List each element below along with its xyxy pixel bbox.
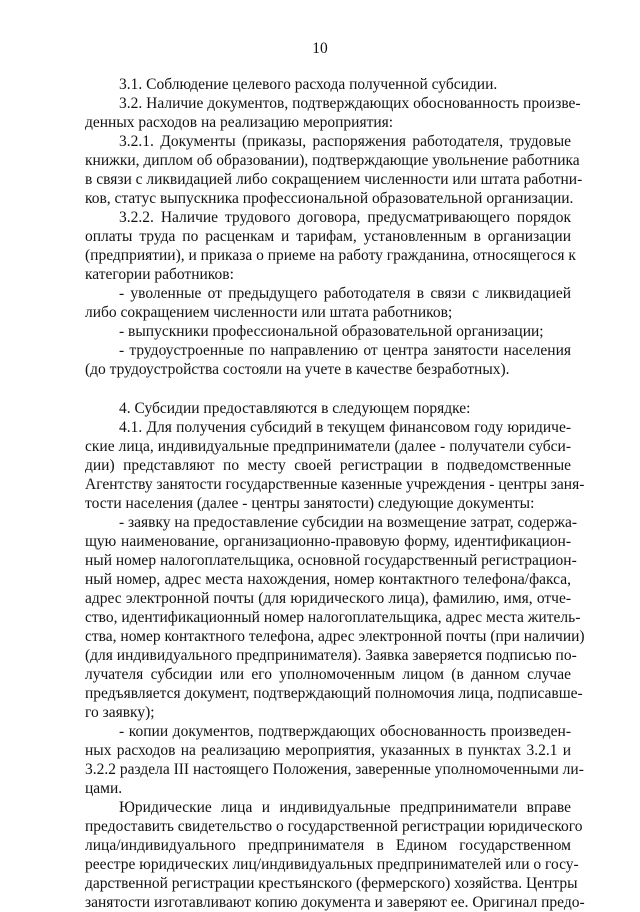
- text-line: книжки, диплом об образовании), подтверждающие увольнение работника: [85, 152, 580, 169]
- text-line: - копии документов, подтверждающих обоснованность произведен-: [119, 723, 571, 740]
- text-line: адрес электронной почты (для юридического лица), фамилию, имя, отче-: [85, 590, 571, 607]
- text-line: 4.1. Для получения субсидий в текущем финансовом году юридиче-: [119, 419, 571, 436]
- text-line: 3.2.1. Документы (приказы, распоряжения работодателя, трудовые: [119, 133, 571, 150]
- text-line: - уволенные от предыдущего работодателя в связи с ликвидацией: [119, 285, 571, 302]
- text-line: (предприятии), и приказа о приеме на работу гражданина, относящегося к: [85, 247, 576, 264]
- text-line: реестре юридических лиц/индивидуальных предпринимателей или о госу-: [85, 856, 579, 873]
- text-line: дии) представляют по месту своей регистрации в подведомственные: [85, 457, 571, 474]
- text-line: Юридические лица и индивидуальные предприниматели вправе: [119, 799, 571, 816]
- text-line: лучателя субсидии или его уполномоченным лицом (в данном случае: [85, 666, 571, 683]
- text-line: щую наименование, организационно-правовую форму, идентификацион-: [85, 533, 571, 550]
- text-line: (до трудоустройства состояли на учете в качестве безработных).: [85, 361, 510, 378]
- text-line: - заявку на предоставление субсидии на возмещение затрат, содержа-: [119, 514, 578, 531]
- text-line: го заявку);: [85, 704, 155, 721]
- text-line: ный номер, адрес места нахождения, номер контактного телефона/факса,: [85, 571, 571, 588]
- text-line: Агентству занятости государственные казенные учреждения - центры заня-: [85, 476, 585, 493]
- text-line: предъявляется документ, подтверждающий полномочия лица, подписавше-: [85, 685, 583, 702]
- text-line: ный номер налогоплательщика, основной государственный регистрацион-: [85, 552, 577, 569]
- text-line: 3.2. Наличие документов, подтверждающих обоснованность произве-: [119, 95, 581, 112]
- text-line: денных расходов на реализацию мероприятия:: [85, 114, 394, 131]
- text-line: ство, идентификационный номер налогоплательщика, адрес места житель-: [85, 609, 581, 626]
- text-line: 3.2.2. Наличие трудового договора, предусматривающего порядок: [119, 209, 571, 226]
- text-line: тости населения (далее - центры занятости) следующие документы:: [85, 495, 535, 512]
- text-line: - выпускники профессиональной образовательной организации;: [119, 323, 544, 340]
- page-number: 10: [312, 40, 328, 57]
- text-line: дарственной регистрации крестьянского (фермерского) хозяйства. Центры: [85, 875, 578, 892]
- text-line: цами.: [85, 780, 123, 797]
- text-line: категории работников:: [85, 266, 234, 283]
- text-line: 4. Субсидии предоставляются в следующем порядке:: [119, 400, 471, 417]
- text-line: предоставить свидетельство о государственной регистрации юридического: [85, 818, 583, 835]
- text-line: занятости изготавливают копию документа и заверяют ее. Оригинал предо-: [85, 894, 585, 911]
- text-line: оплаты труда по расценкам и тарифам, установленным в организации: [85, 228, 571, 245]
- text-line: либо сокращением численности или штата работников;: [85, 304, 453, 321]
- text-line: 3.2.2 раздела III настоящего Положения, заверенные уполномоченными ли-: [85, 761, 584, 778]
- text-line: ства, номер контактного телефона, адрес электронной почты (при наличии): [85, 628, 585, 645]
- text-line: ных расходов на реализацию мероприятия, указанных в пунктах 3.2.1 и: [85, 742, 571, 759]
- text-line: - трудоустроенные по направлению от центра занятости населения: [119, 342, 571, 359]
- text-line: (для индивидуального предпринимателя). Заявка заверяется подписью по-: [85, 647, 577, 664]
- text-line: лица/индивидуального предпринимателя в Едином государственном: [85, 837, 571, 854]
- text-line: 3.1. Соблюдение целевого расхода полученной субсидии.: [119, 76, 498, 93]
- text-line: ские лица, индивидуальные предприниматели (далее - получатели субси-: [85, 438, 571, 455]
- text-line: ков, статус выпускника профессиональной образовательной организации.: [85, 190, 574, 207]
- text-line: в связи с ликвидацией либо сокращением численности или штата работни-: [85, 171, 583, 188]
